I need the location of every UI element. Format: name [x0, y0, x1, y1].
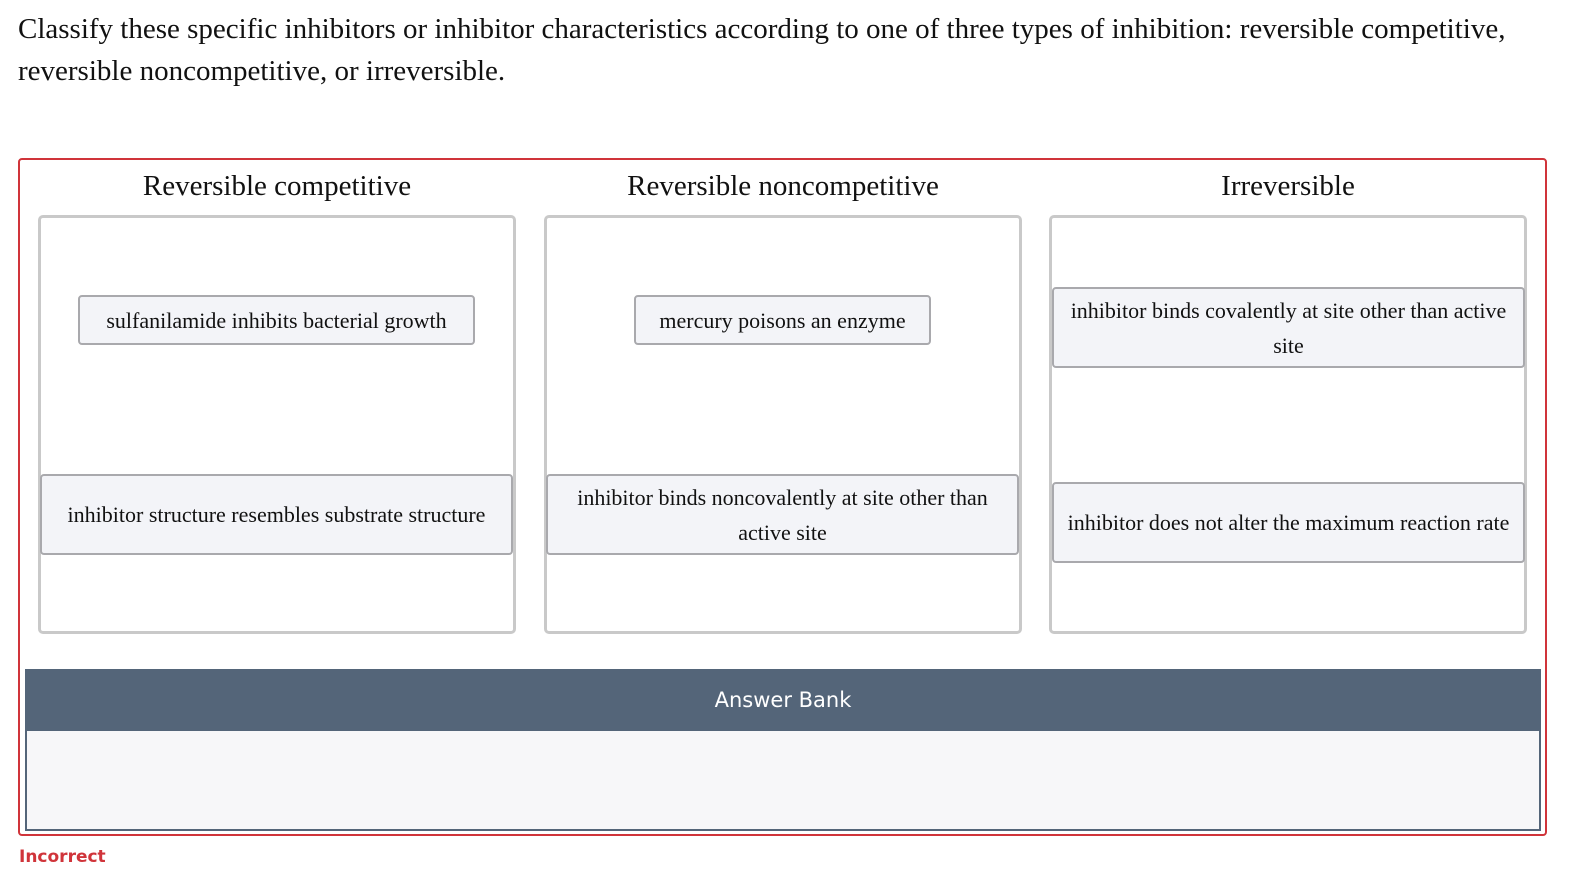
answer-card-mercury-poisons[interactable]: mercury poisons an enzyme — [634, 295, 931, 345]
answer-card-structure-resembles-substrate[interactable]: inhibitor structure resembles substrate structure — [40, 474, 513, 555]
drop-zone-reversible-competitive[interactable] — [38, 215, 516, 634]
category-title-reversible-noncompetitive: Reversible noncompetitive — [627, 170, 939, 202]
answer-card-does-not-alter-max-rate[interactable]: inhibitor does not alter the maximum reaction rate — [1052, 482, 1525, 563]
category-title-reversible-competitive: Reversible competitive — [142, 170, 412, 202]
answer-bank-drop-zone[interactable] — [25, 731, 1541, 831]
answer-card-sulfanilamide[interactable]: sulfanilamide inhibits bacterial growth — [78, 295, 475, 345]
drop-zone-reversible-noncompetitive[interactable] — [544, 215, 1022, 634]
question-text: Classify these specific inhibitors or inhibitor characteristics according to one of three types of inhibition: reversible competitive, reversible noncompetitive, or irreversible. — [18, 13, 1506, 87]
drop-zone-irreversible[interactable] — [1049, 215, 1527, 634]
answer-card-binds-noncovalently[interactable]: inhibitor binds noncovalently at site other than active site — [546, 474, 1019, 555]
category-title-irreversible: Irreversible — [1221, 170, 1355, 202]
answer-card-binds-covalently[interactable]: inhibitor binds covalently at site other than active site — [1052, 287, 1525, 368]
answer-bank-header: Answer Bank — [25, 669, 1541, 731]
status-incorrect: Incorrect — [19, 847, 106, 867]
